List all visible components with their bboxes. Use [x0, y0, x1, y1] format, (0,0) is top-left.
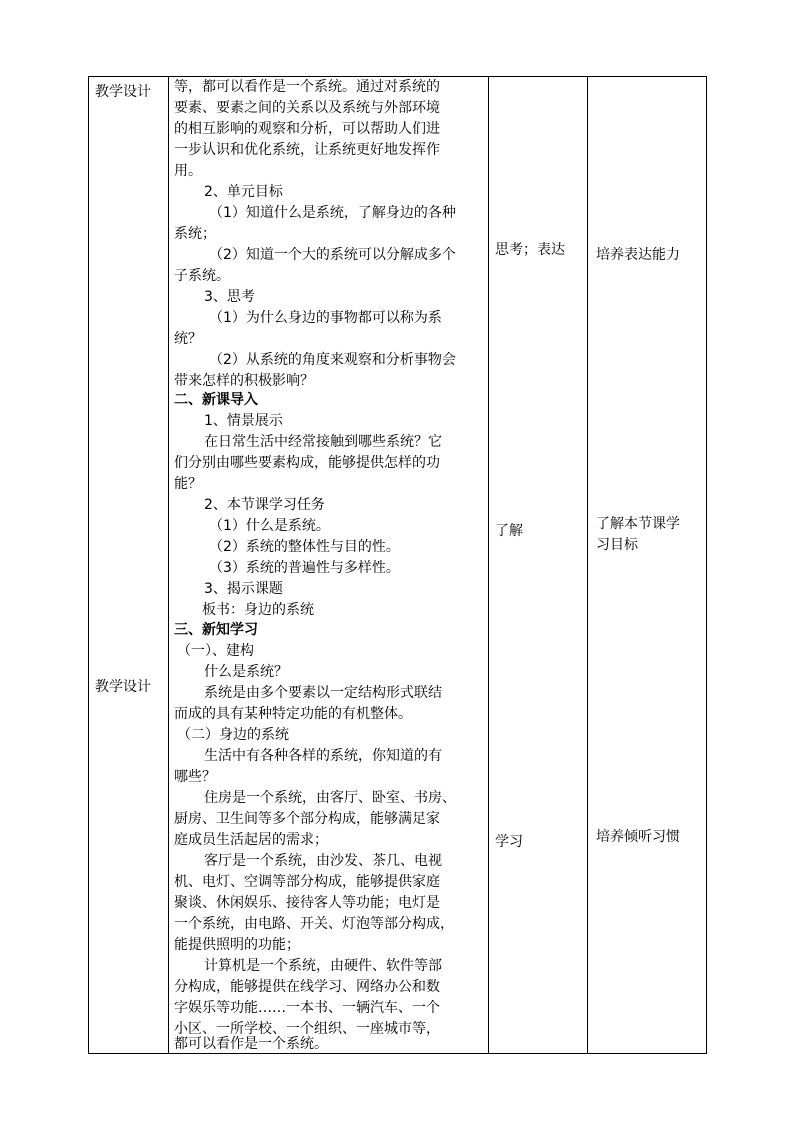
content-line: 板书：身边的系统	[202, 602, 314, 618]
content-line: （2）系统的整体性与目的性。	[209, 539, 400, 555]
content-line: 住房是一个系统，由客厅、卧室、书房、	[204, 790, 456, 806]
content-line: （2）从系统的角度来观察和分析事物会	[209, 352, 456, 368]
content-line: 系统是由多个要素以一定结构形式联结	[204, 685, 442, 701]
content-line: 能提供照明的功能；	[174, 937, 300, 953]
lesson-plan-table	[88, 76, 707, 1054]
design-intent-item: 培养倾听习惯	[596, 829, 680, 845]
lesson-content-cell	[169, 77, 489, 1054]
content-line: 庭成员生活起居的需求；	[174, 832, 328, 848]
section-label-top: 教学设计	[95, 84, 151, 100]
table-row	[89, 77, 707, 1054]
content-line: 都可以看作是一个系统。	[174, 1036, 328, 1052]
design-intent-item: 培养表达能力	[596, 247, 680, 263]
content-line: 聚谈、休闲娱乐、接待客人等功能；电灯是	[174, 895, 440, 911]
content-line: 统？	[174, 331, 202, 347]
content-line: 2、本节课学习任务	[204, 497, 325, 513]
content-line: 用。	[174, 163, 202, 179]
content-line: 机、电灯、空调等部分构成，能够提供家庭	[174, 874, 440, 890]
content-line: 的相互影响的观察和分析，可以帮助人们进	[174, 121, 440, 137]
content-line: （一）、建构	[177, 643, 254, 659]
content-line: 厨房、卫生间等多个部分构成，能够满足家	[174, 811, 440, 827]
content-line: 3、揭示课题	[204, 581, 283, 597]
content-line: 客厅是一个系统，由沙发、茶几、电视	[204, 853, 442, 869]
content-line: 而成的具有某种特定功能的有机整体。	[174, 706, 412, 722]
content-line: 一步认识和优化系统，让系统更好地发挥作	[174, 142, 440, 158]
content-line: 分构成，能够提供在线学习、网络办公和数	[174, 979, 440, 995]
content-line: 带来怎样的积极影响？	[174, 373, 314, 389]
content-line: 3、思考	[204, 289, 255, 305]
content-line: 要素、要素之间的关系以及系统与外部环境	[174, 100, 440, 116]
content-line: （二）身边的系统	[177, 727, 289, 743]
content-line: 子系统。	[174, 268, 230, 284]
content-line: （1）什么是系统。	[209, 518, 330, 534]
section-label-middle: 教学设计	[95, 679, 151, 695]
content-line: 系统；	[174, 226, 216, 242]
section-label-cell	[89, 77, 169, 1054]
content-line: 什么是系统？	[204, 664, 288, 680]
content-line: 生活中有各种各样的系统，你知道的有	[204, 748, 442, 764]
design-intent-cell	[588, 77, 707, 1054]
content-line: （3）系统的普遍性与多样性。	[209, 560, 400, 576]
content-line: 一个系统，由电路、开关、灯泡等部分构成，	[174, 916, 454, 932]
content-line: （2）知道一个大的系统可以分解成多个	[209, 247, 456, 263]
section-heading: 二、新课导入	[174, 392, 258, 408]
content-line: 在日常生活中经常接触到哪些系统？它	[204, 434, 442, 450]
student-activity-item: 了解	[495, 523, 523, 539]
content-line: （1）为什么身边的事物都可以称为系	[209, 310, 442, 326]
content-line: （1）知道什么是系统，了解身边的各种	[209, 205, 456, 221]
content-line: 字娱乐等功能……一本书、一辆汽车、一个	[174, 1000, 440, 1016]
design-intent-item: 了解本节课学	[596, 516, 680, 532]
content-line: 等，都可以看作是一个系统。通过对系统的	[174, 79, 440, 95]
section-heading: 三、新知学习	[174, 622, 258, 638]
content-line: 哪些？	[174, 769, 216, 785]
student-activity-cell	[489, 77, 588, 1054]
content-line: 2、单元目标	[204, 184, 283, 200]
content-line: 1、情景展示	[204, 413, 283, 429]
student-activity-item: 思考；表达	[495, 242, 565, 258]
content-line: 计算机是一个系统，由硬件、软件等部	[204, 958, 442, 974]
design-intent-item: 习目标	[596, 537, 638, 553]
content-line: 小区、一所学校、一个组织、一座城市等，	[174, 1021, 440, 1037]
student-activity-item: 学习	[495, 834, 523, 850]
content-line: 们分别由哪些要素构成，能够提供怎样的功	[174, 455, 440, 471]
content-line: 能？	[174, 476, 202, 492]
